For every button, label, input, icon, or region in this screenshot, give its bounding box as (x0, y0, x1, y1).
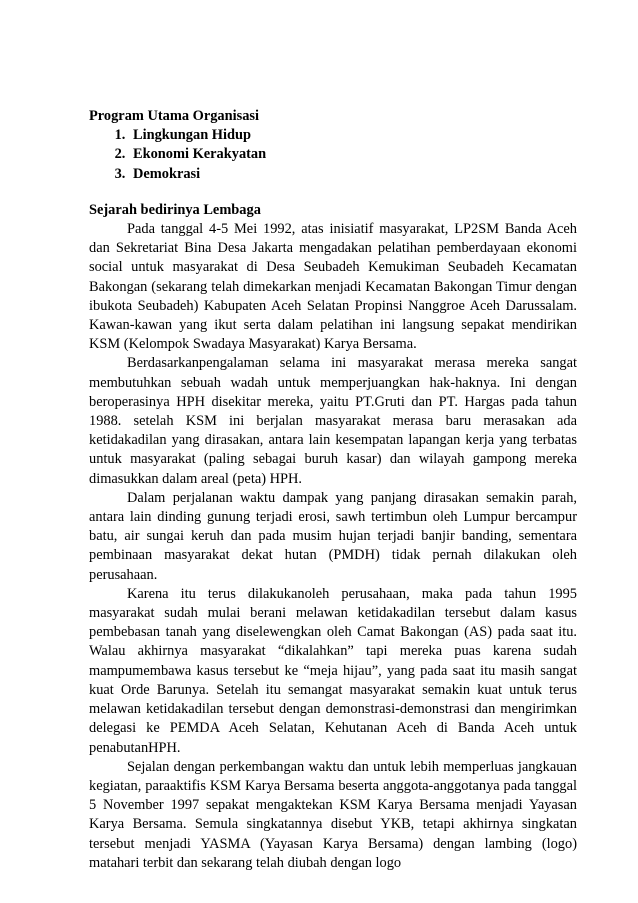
sejarah-paragraph: Sejalan dengan perkembangan waktu dan untuk lebih memperluas jangkauan kegiatan, paraaktifis KSM Karya Bersama beserta anggota-anggotanya pada tanggal 5 November 1997 sepakat mengaktekan KSM Karya Bersama menjadi Yayasan Karya Bersama. Semula singkatannya disebut YKB, tetapi akhirnya singkatan tersebut menjadi YASMA (Yayasan Karya Bersama) dengan lambing (logo) matahari terbit dan sekarang telah diubah dengan logo (89, 758, 577, 871)
program-item: 3. Demokrasi (129, 165, 577, 184)
program-item: 2. Ekonomi Kerakyatan (129, 145, 577, 164)
program-item: 1. Lingkungan Hidup (129, 126, 577, 145)
sejarah-paragraph: Karena itu terus dilakukanoleh perusahaan, maka pada tahun 1995 masyarakat sudah mulai berani melawan ketidakadilan tersebut dalam kasus pembebasan tanah yang diselewengkan oleh Camat Bakongan (AS) pada saat itu. Walau akhirnya masyarakat “dikalahkan” tapi mereka puas karena sudah mampumembawa kasus tersebut ke “meja hijau”, yang pada saat itu masih sangat kuat Orde Barunya. Setelah itu semangat masyarakat semakin kuat untuk terus melawan ketidakadilan tersebut dengan demonstrasi-demonstrasi dan mengirimkan delegasi ke PEMDA Aceh Selatan, Kehutanan Aceh di Banda Aceh untuk penabutanHPH. (89, 585, 577, 756)
sejarah-paragraph: Berdasarkanpengalaman selama ini masyarakat merasa mereka sangat membutuhkan sebuah wadah untuk memperjuangkan hak-haknya. Ini dengan beroperasinya HPH disekitar mereka, yaitu PT.Gruti dan PT. Hargas pada tahun 1988. setelah KSM ini berjalan masyarakat merasa baru merasakan ada ketidakadilan yang dirasakan, antara lain kesempatan lapangan kerja yang terbatas untuk masyarakat (paling sebagai buruh kasar) dan wilayah gampong mereka dimasukkan dalam areal (peta) HPH. (89, 355, 577, 487)
document-page (89, 107, 577, 873)
sejarah-paragraph: Pada tanggal 4-5 Mei 1992, atas inisiatif masyarakat, LP2SM Banda Aceh dan Sekretariat Bina Desa Jakarta mengadakan pelatihan pemberdayaan ekonomi social untuk masyarakat di Desa Seubadeh Kemukiman Seubadeh Kecamatan Bakongan (sekarang telah dimekarkan menjadi Kecamatan Bakongan Timur dengan ibukota Seubadeh) Kabupaten Aceh Selatan Propinsi Nanggroe Aceh Darussalam. Kawan-kawan yang ikut serta dalam pelatihan ini langsung sepakat mendirikan KSM (Kelompok Swadaya Masyarakat) Karya Bersama. (89, 221, 577, 353)
program-heading: Program Utama Organisasi (89, 108, 260, 124)
program-list (89, 126, 577, 184)
sejarah-heading: Sejarah bedirinya Lembaga (89, 201, 261, 218)
sejarah-paragraph: Dalam perjalanan waktu dampak yang panjang dirasakan semakin parah, antara lain dinding gunung terjadi erosi, sawh tertimbun oleh Lumpur bercampur batu, air sungai keruh dan pada musim hujan terjadi banjir banding, sementara pembinaan masyarakat dekat hutan (PMDH) tidak pernah dilakukan oleh perusahaan. (89, 489, 577, 583)
section-spacer (89, 184, 577, 201)
